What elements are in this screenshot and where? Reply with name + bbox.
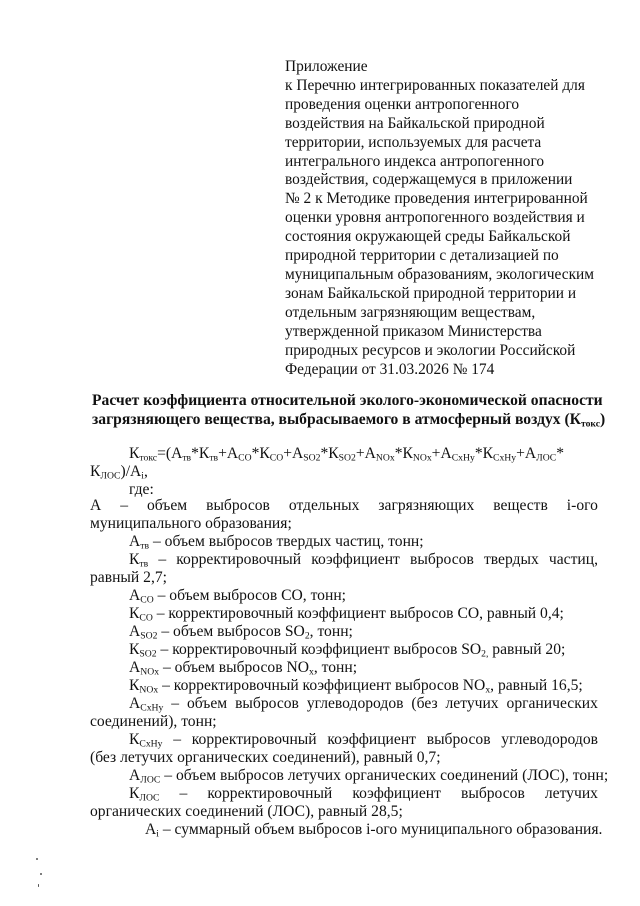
word: –	[171, 695, 180, 712]
text-segment: *К	[251, 445, 270, 462]
word: –	[179, 785, 188, 802]
text-segment: *	[556, 445, 565, 462]
subscript: NOx	[140, 666, 160, 678]
text-segment: А	[129, 533, 141, 550]
appendix-line: Федерации от 31.03.2026 № 174	[285, 360, 495, 378]
text-segment: К	[129, 641, 140, 658]
appendix-block	[285, 58, 595, 379]
definition-line	[145, 821, 602, 839]
appendix-line: № 2 к Методике проведения интегрированной	[285, 190, 588, 208]
subscript: NOx	[375, 452, 395, 464]
text-segment: +А	[355, 445, 376, 462]
word: $А_{CxHy}$	[129, 695, 164, 714]
subscript: SO2	[338, 452, 356, 464]
subscript: тв	[209, 452, 219, 464]
appendix-line: природных ресурсов и экологии Российской	[285, 341, 576, 359]
definition-line	[129, 767, 608, 785]
scan-speck	[38, 884, 39, 887]
appendix-line: зонам Байкальской природной территории и	[285, 284, 577, 302]
text-segment: , равный 16,5;	[490, 677, 583, 694]
appendix-line: природной территории с детализацией по	[285, 247, 559, 265]
subscript: SO2	[139, 648, 157, 660]
definition-line	[129, 551, 598, 569]
text-segment: +А	[283, 445, 304, 462]
definition-line	[129, 695, 598, 713]
text-segment: ,	[143, 463, 148, 480]
text-segment: соединений), тонн;	[90, 713, 217, 730]
section-heading-line-2: загрязняющего вещества, выбрасываемого в атмосферный воздух $(К_{токс})$	[92, 411, 606, 430]
text-segment: )/А	[120, 463, 142, 480]
definition-line	[129, 533, 424, 551]
text-segment: органических соединений (ЛОС), равный 28,5;	[90, 803, 403, 820]
word: летучих	[544, 785, 598, 802]
subscript: CO	[139, 612, 153, 624]
appendix-line: оценки уровня антропогенного воздействия и	[285, 209, 585, 227]
word: $К_{CxHy}$	[129, 731, 163, 750]
definition-line	[129, 623, 353, 641]
definition-line	[129, 605, 564, 623]
word: объем	[146, 497, 188, 514]
word: веществ	[493, 497, 548, 514]
subscript: ЛОС	[100, 470, 121, 482]
appendix-line: воздействия, содержащемуся в приложении	[285, 171, 573, 189]
subscript: i	[156, 828, 159, 840]
appendix-title: Приложение	[285, 58, 368, 75]
word: корректировочный	[191, 731, 317, 748]
definition-line	[129, 731, 598, 749]
text-segment: *К	[474, 445, 494, 462]
definition-line	[90, 515, 292, 533]
text-segment: , тонн;	[313, 659, 358, 676]
text-segment: муниципального образования;	[90, 515, 292, 532]
word: выбросов	[460, 785, 525, 802]
word: выбросов	[206, 497, 270, 514]
subscript: CxHy	[451, 452, 475, 464]
text-segment: *К	[191, 445, 210, 462]
word: коэффициент	[352, 785, 441, 802]
word: углеводородов	[306, 695, 404, 712]
appendix-line: состояния окружающей среды Байкальской	[285, 228, 571, 246]
word: летучих	[445, 695, 499, 712]
definition-line	[129, 587, 346, 605]
word: выбросов	[235, 695, 299, 712]
subscript: NOx	[412, 452, 432, 464]
formula-where: где:	[129, 481, 154, 498]
text-segment: +А	[431, 445, 452, 462]
text-segment: – корректировочный коэффициент выбросов NO	[158, 677, 486, 694]
subscript: 2	[304, 630, 310, 642]
definition-line	[90, 497, 598, 515]
subscript: SO2	[303, 452, 321, 464]
word: –	[173, 731, 182, 748]
text-segment: (без летучих органических соединений), равный 0,7;	[90, 749, 441, 766]
subscript: CO	[140, 594, 154, 606]
text-segment: – объем выбросов твердых частиц, тонн;	[149, 533, 424, 550]
word: выбросов	[409, 551, 474, 568]
definition-line	[90, 803, 403, 821]
appendix-line: отдельным загрязняющим веществам,	[285, 303, 536, 321]
text-segment: – суммарный объем выбросов i-ого муниципального образования.	[158, 821, 603, 838]
subscript: x	[485, 684, 491, 696]
appendix-line: к Перечню интегрированных показателей для	[285, 76, 585, 94]
subscript: NOx	[139, 684, 159, 696]
appendix-line: проведения оценки антропогенного	[285, 95, 520, 113]
text-segment: +А	[218, 445, 239, 462]
word: А	[90, 497, 102, 514]
definition-line	[90, 749, 441, 767]
word: корректировочный	[176, 551, 302, 568]
word: (без	[411, 695, 438, 712]
word: выбросов	[426, 731, 491, 748]
scan-speck	[40, 873, 42, 875]
text-segment: – корректировочный коэффициент выбросов SO	[156, 641, 482, 658]
word: твердых	[483, 551, 539, 568]
text-segment: *К	[394, 445, 413, 462]
text-segment: – объем выбросов СО, тонн;	[153, 587, 346, 604]
text-segment: К	[129, 445, 140, 462]
subscript: SO2	[140, 630, 158, 642]
appendix-line: муниципальным образованиям, экологическим	[285, 265, 595, 283]
word: частиц,	[548, 551, 598, 568]
subscript: токс	[139, 452, 158, 464]
word: объем	[186, 695, 228, 712]
subscript: тв	[140, 540, 150, 552]
word: загрязняющих	[378, 497, 475, 514]
text-segment: А	[129, 659, 141, 676]
text-segment: , тонн;	[309, 623, 353, 640]
subscript: тв	[182, 452, 192, 464]
text-segment: *К	[320, 445, 339, 462]
appendix-line: воздействия на Байкальской природной	[285, 114, 545, 132]
word: –	[120, 497, 128, 514]
section-heading-line-1: Расчет коэффициента относительной эколого-экономической опасности	[92, 392, 603, 409]
definition-line	[129, 641, 565, 659]
subscript: i	[141, 470, 144, 482]
subscript: ЛОС	[536, 452, 557, 464]
text-segment: =(А	[157, 445, 183, 462]
subscript: 2,	[481, 648, 489, 660]
text-segment: – объем выбросов NO	[159, 659, 309, 676]
subscript: ЛОС	[140, 774, 161, 786]
definition-line	[90, 569, 167, 587]
subscript: CxHy	[493, 452, 517, 464]
scan-speck	[36, 858, 38, 860]
word: органических	[506, 695, 598, 712]
word: корректировочный	[207, 785, 333, 802]
text-segment: А	[129, 623, 141, 640]
text-segment: К	[129, 605, 140, 622]
text-segment: К	[129, 677, 140, 694]
text-segment: К	[90, 463, 101, 480]
text-segment: – корректировочный коэффициент выбросов СО, равный 0,4;	[152, 605, 564, 622]
text-segment: А	[129, 767, 141, 784]
subscript: CO	[269, 452, 284, 464]
word: коэффициент	[327, 731, 416, 748]
definition-line	[129, 785, 598, 803]
word: –	[158, 551, 167, 568]
subscript: CO	[238, 452, 252, 464]
subscript: x	[309, 666, 314, 678]
formula-line-2	[90, 463, 148, 481]
text-segment: А	[129, 587, 141, 604]
word: отдельных	[288, 497, 360, 514]
word: i-ого	[566, 497, 598, 514]
definition-line	[129, 659, 357, 677]
definition-line	[129, 677, 583, 695]
text-segment: равный 2,7;	[90, 569, 167, 586]
text-segment: А	[145, 821, 157, 838]
text-segment: – объем выбросов SO	[157, 623, 305, 640]
definition-line	[90, 713, 217, 731]
text-segment: равный 20;	[488, 641, 566, 658]
word: коэффициент	[311, 551, 400, 568]
appendix-text	[285, 76, 595, 380]
word: $К_{тв}$	[129, 551, 149, 570]
appendix-line: территории, используемых для расчета	[285, 133, 542, 151]
word: $К_{ЛОС}$	[129, 785, 160, 804]
formula-line-1	[129, 445, 564, 463]
word: углеводородов	[501, 731, 598, 748]
appendix-line: утвержденной приказом Министерства	[285, 322, 542, 340]
text-segment: – объем выбросов летучих органических соединений (ЛОС), тонн;	[160, 767, 609, 784]
text-segment: +А	[516, 445, 537, 462]
appendix-line: интегрального индекса антропогенного	[285, 152, 545, 170]
